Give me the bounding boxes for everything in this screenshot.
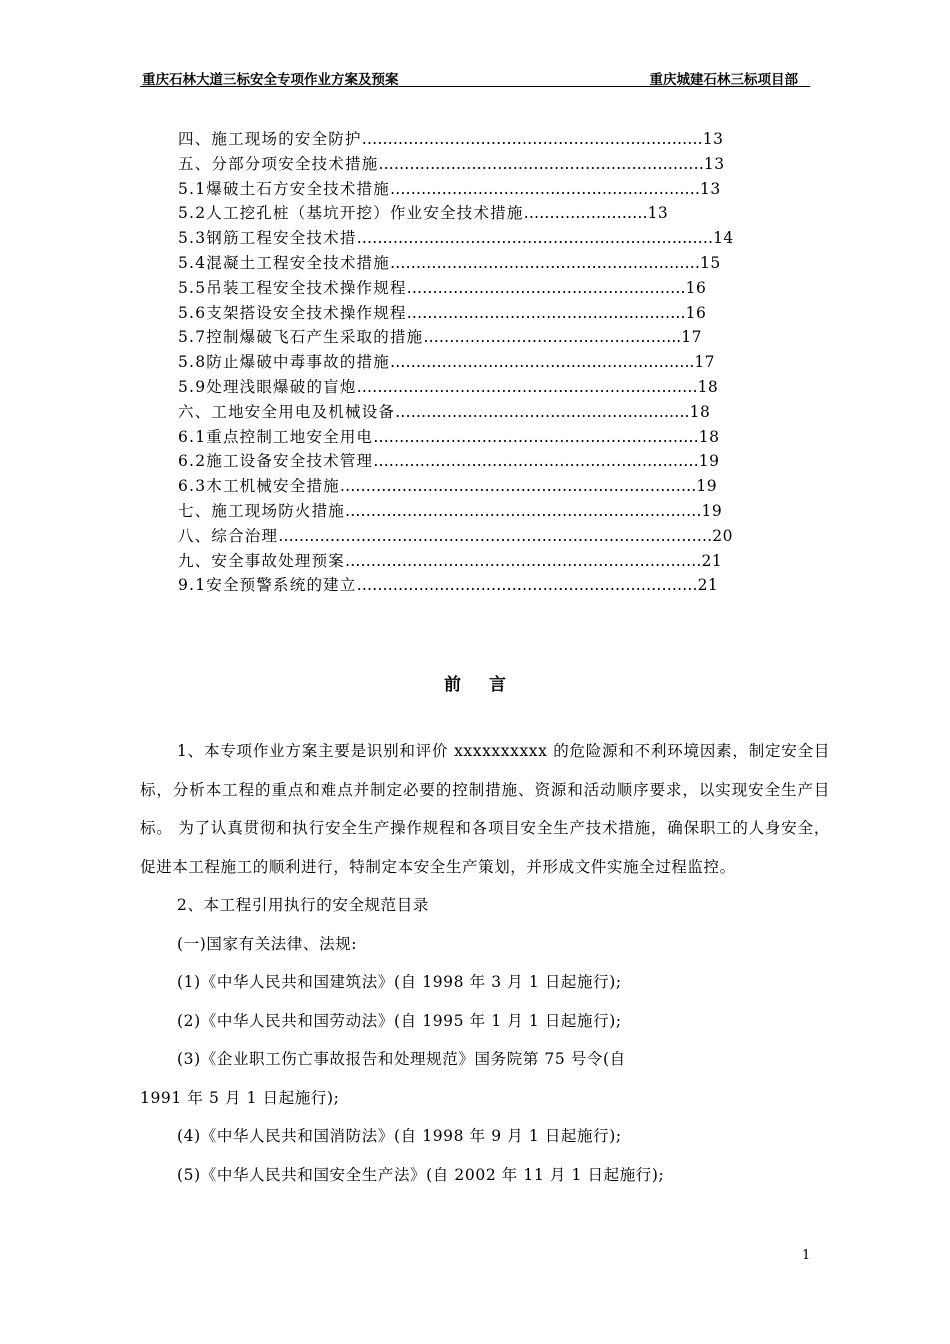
toc-item[interactable]: 6.3木工机械安全措施……………………………………………………………19: [178, 477, 718, 496]
toc-item[interactable]: 六、工地安全用电及机械设备…………………………………………………18: [178, 402, 711, 421]
paragraph: 2、本工程引用执行的安全规范目录: [177, 896, 429, 914]
toc-item[interactable]: 5.3钢筋工程安全技术措……………………………………………………………14: [178, 229, 734, 248]
toc-item[interactable]: 五、分部分项安全技术措施………………………………………………………13: [178, 154, 725, 173]
toc-item[interactable]: 七、施工现场防火措施……………………………………………………………19: [178, 501, 723, 520]
header-document-title: 重庆石林大道三标安全专项作业方案及预案: [142, 72, 399, 88]
foreword-body: [140, 732, 830, 1194]
toc-item[interactable]: 九、安全事故处理预案……………………………………………………………21: [178, 551, 723, 570]
regulation-item: (4)《中华人民共和国消防法》(自 1998 年 9 月 1 日起施行);: [177, 1127, 622, 1145]
toc-item[interactable]: 5.7控制爆破飞石产生采取的措施…………………………………………..17: [178, 328, 702, 347]
header-project-department: 重庆城建石林三标项目部: [649, 72, 798, 88]
toc-item[interactable]: 5.2人工挖孔桩（基坑开挖）作业安全技术措施……………………13: [178, 204, 669, 223]
toc-item[interactable]: 八、综合治理…………………………………………………………………………20: [178, 526, 733, 545]
toc-item[interactable]: 6.2施工设备安全技术管理………………………………………………………19: [178, 452, 720, 471]
toc-item[interactable]: 5.9处理浅眼爆破的盲炮…………………………………………………………18: [178, 377, 719, 396]
paragraph: 1、本专项作业方案主要是识别和评价 xxxxxxxxxx 的危险源和不利环境因素，制定安全目标，分析本工程的重点和难点并制定必要的控制措施、资源和活动顺序要求，以实现安全生产目标。 为了认真贯彻和执行安全生产操作规程和各项目安全生产技术措施，确保职工的人身安全，促进本工程施工的顺利进行，特制定本安全生产策划，并形成文件实施全过程监控。: [140, 742, 830, 876]
toc-item[interactable]: 5.4混凝土工程安全技术措施……………………………………………………15: [178, 253, 721, 272]
toc-item[interactable]: 四、施工现场的安全防护…………………………………………………………13: [178, 130, 724, 148]
toc-item[interactable]: 5.8防止爆破中毒事故的措施…………………………………………………..17: [178, 353, 716, 372]
regulation-item: (5)《中华人民共和国安全生产法》(自 2002 年 11 月 1 日起施行);: [177, 1165, 665, 1184]
regulation-item: (1)《中华人民共和国建筑法》(自 1998 年 3 月 1 日起施行);: [177, 973, 622, 991]
paragraph: (一)国家有关法律、法规:: [177, 934, 358, 953]
regulation-item: (3)《企业职工伤亡事故报告和处理规范》国务院第 75 号令(自: [177, 1050, 626, 1068]
foreword-heading: 前言: [444, 675, 534, 695]
toc-item[interactable]: 5.6支架搭设安全技术操作规程………………………………………………16: [178, 303, 707, 322]
toc-item[interactable]: 5.5吊装工程安全技术操作规程………………………………………………16: [178, 278, 707, 297]
table-of-contents: [178, 127, 738, 598]
toc-item[interactable]: 5.1爆破土石方安全技术措施……………………………………………………13: [178, 179, 721, 198]
page-header: [140, 66, 810, 87]
regulation-item-continuation: 1991 年 5 月 1 日起施行);: [140, 1088, 340, 1107]
toc-item[interactable]: 6.1重点控制工地安全用电………………………………………………………18: [178, 427, 720, 446]
regulation-item: (2)《中华人民共和国劳动法》(自 1995 年 1 月 1 日起施行);: [177, 1011, 622, 1030]
toc-item[interactable]: 9.1安全预警系统的建立…………………………………………………………21: [178, 576, 719, 595]
page-number: 1: [802, 1248, 811, 1263]
